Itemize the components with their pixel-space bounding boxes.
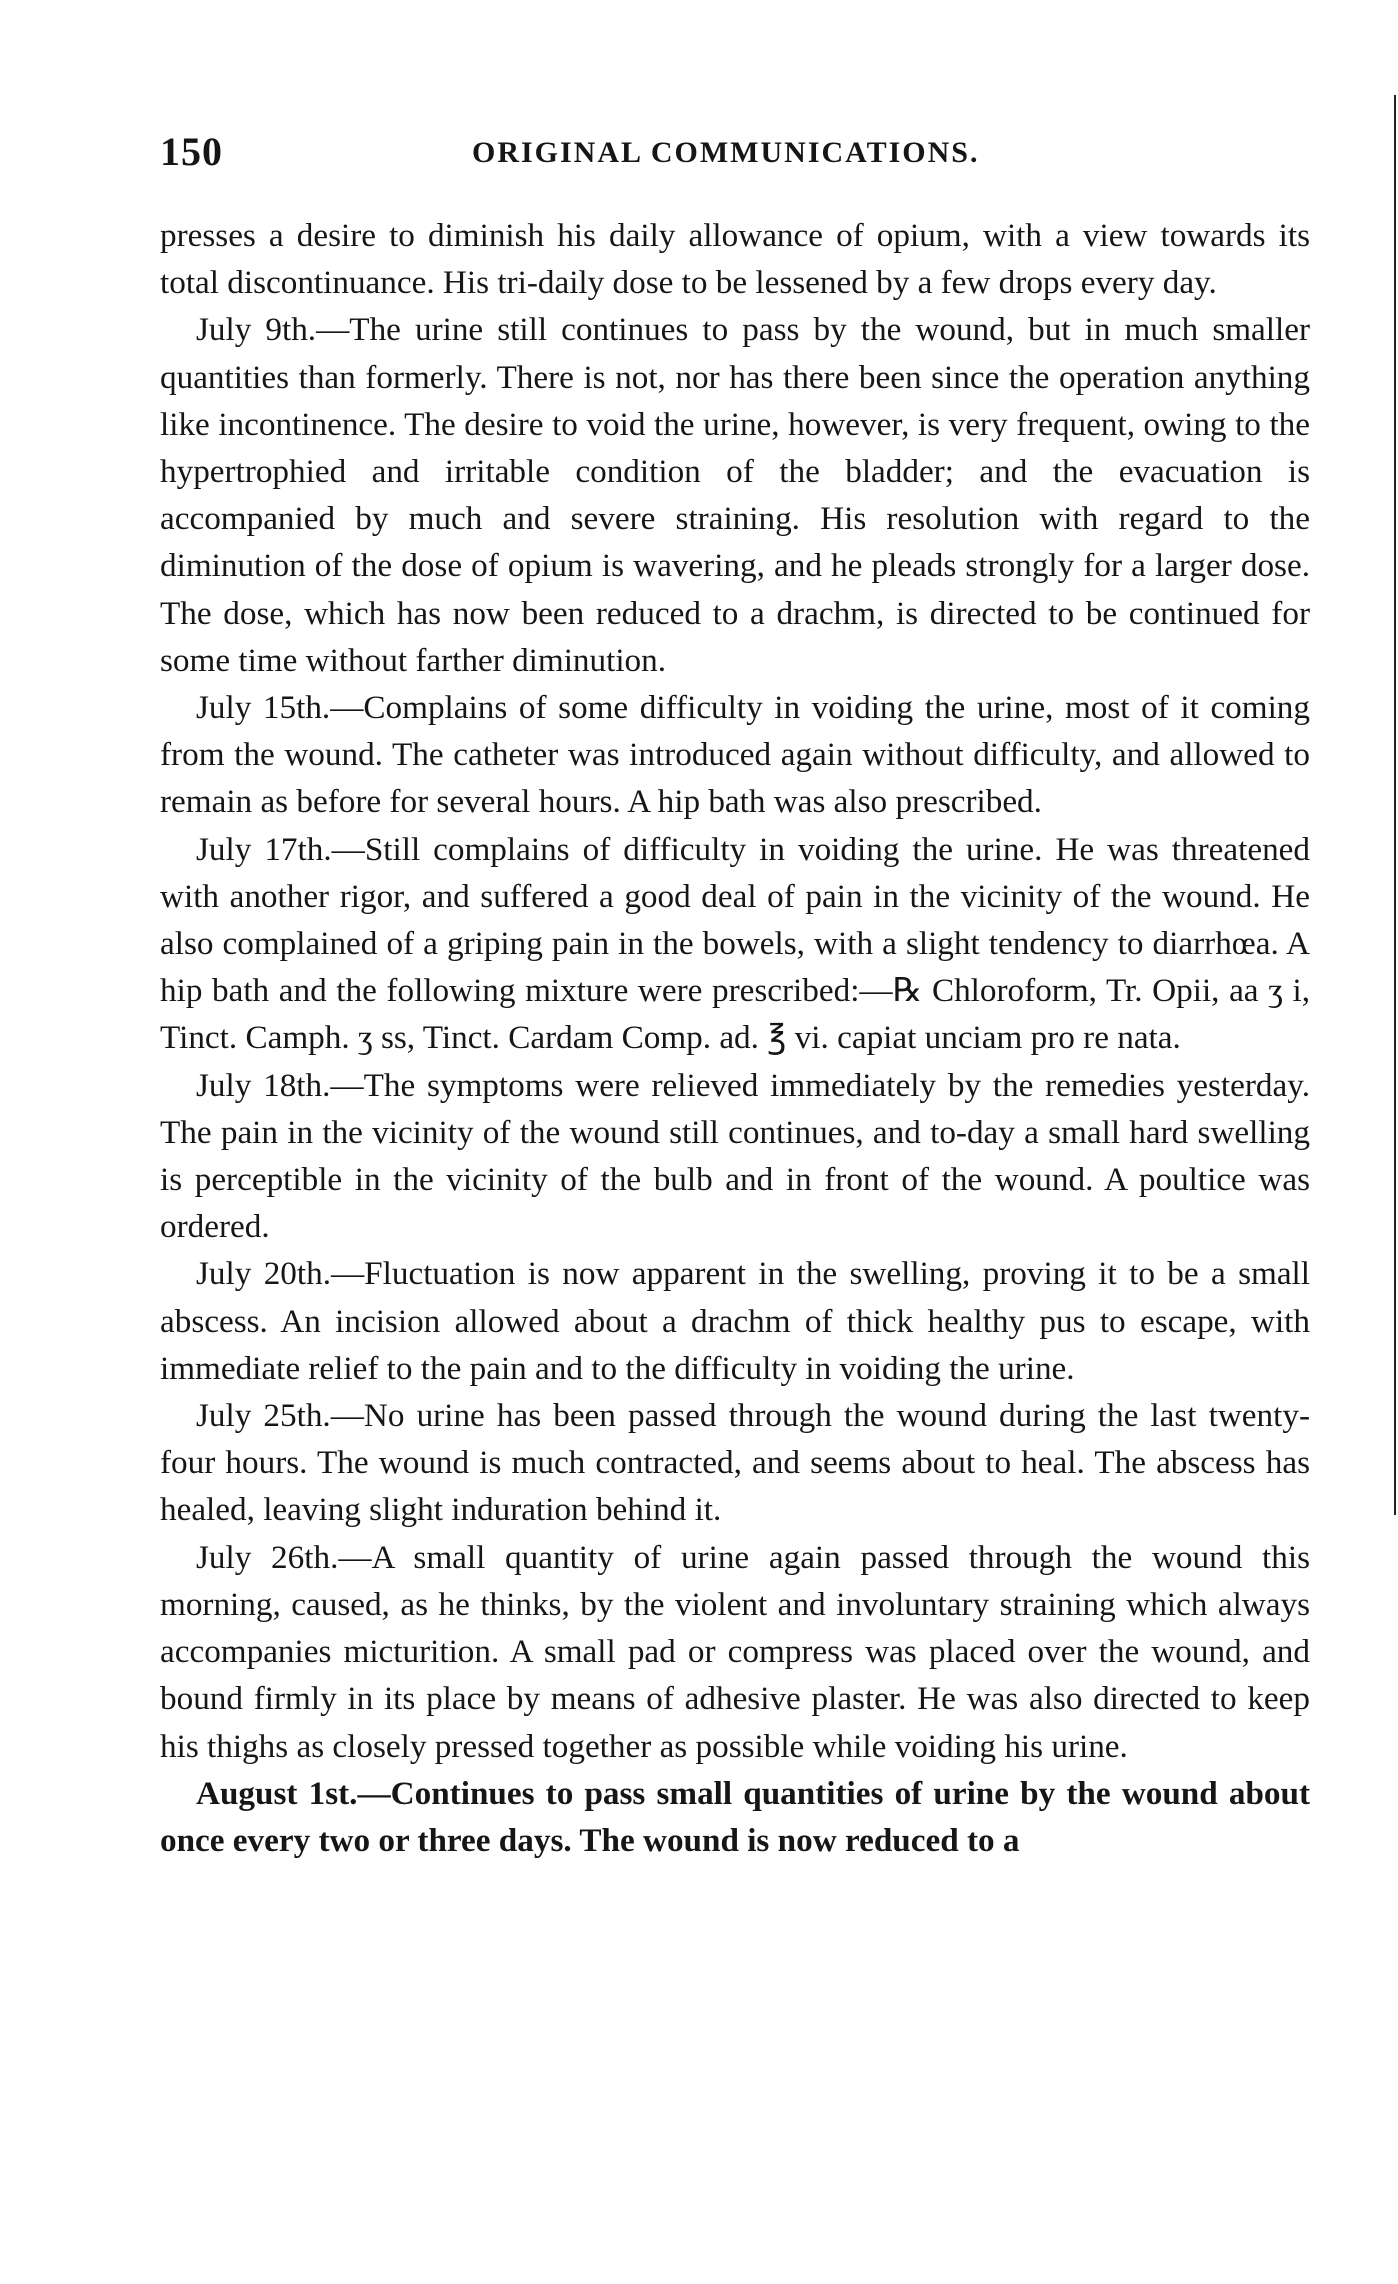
paragraph-july-15: July 15th.—Complains of some difficulty in voiding the urine, most of it coming from the wound. The catheter was introduced again without difficulty, and allowed to remain as before for several hours. A hip bath was also prescribed. (160, 689, 1310, 821)
paragraph-july-17: July 17th.—Still complains of difficulty in voiding the urine. He was threatened with another rigor, and suffered a good deal of pain in the vicinity of the wound. He also complained of a griping pain in the bowels, with a slight tendency to diarrhœa. A hip bath and the following mixture were prescribed:—℞ Chloroform, Tr. Opii, aa ʒ i, Tinct. Camph. ʒ ss, Tinct. Cardam Comp. ad. ℥ vi. capiat unciam pro re nata. (160, 830, 1310, 1057)
scan-edge-line (1394, 95, 1396, 1515)
page-header (160, 122, 1310, 182)
paragraph-continuation: presses a desire to diminish his daily allowance of opium, with a view towards its total discontinuance. His tri-daily dose to be lessened by a few drops every day. (160, 217, 1310, 302)
paragraph-july-25: July 25th.—No urine has been passed through the wound during the last twenty-four hours. The wound is much contracted, and seems about to heal. The abscess has healed, leaving slight induration behind it. (160, 1397, 1310, 1529)
page-number: 150 (160, 129, 223, 174)
paragraph-august-1: August 1st.—Continues to pass small quantities of urine by the wound about once every two or three days. The wound is now reduced to a (160, 1774, 1310, 1859)
paragraph-july-9: July 9th.—The urine still continues to pass by the wound, but in much smaller quantities than formerly. There is not, nor has there been since the operation anything like incontinence. The desire to void the urine, however, is very frequent, owing to the hypertrophied and irritable condition of the bladder; and the evacuation is accompanied by much and severe straining. His resolution with regard to the diminution of the dose of opium is wavering, and he pleads strongly for a larger dose. The dose, which has now been reduced to a drachm, is directed to be continued for some time without farther diminution. (160, 311, 1310, 679)
running-title: ORIGINAL COMMUNICATIONS. (472, 136, 980, 169)
paragraph-july-26: July 26th.—A small quantity of urine again passed through the wound this morning, caused, as he thinks, by the violent and involuntary straining which always accompanies micturition. A small pad or compress was placed over the wound, and bound firmly in its place by means of adhesive plaster. He was also directed to keep his thighs as closely pressed together as possible while voiding his urine. (160, 1538, 1310, 1765)
body-text (160, 212, 1310, 1864)
paragraph-july-18: July 18th.—The symptoms were relieved immediately by the remedies yesterday. The pain in the vicinity of the wound still continues, and to-day a small hard swelling is perceptible in the vicinity of the bulb and in front of the wound. A poultice was ordered. (160, 1066, 1310, 1246)
paragraph-july-20: July 20th.—Fluctuation is now apparent in the swelling, proving it to be a small abscess. An incision allowed about a drachm of thick healthy pus to escape, with immediate relief to the pain and to the difficulty in voiding the urine. (160, 1255, 1310, 1387)
